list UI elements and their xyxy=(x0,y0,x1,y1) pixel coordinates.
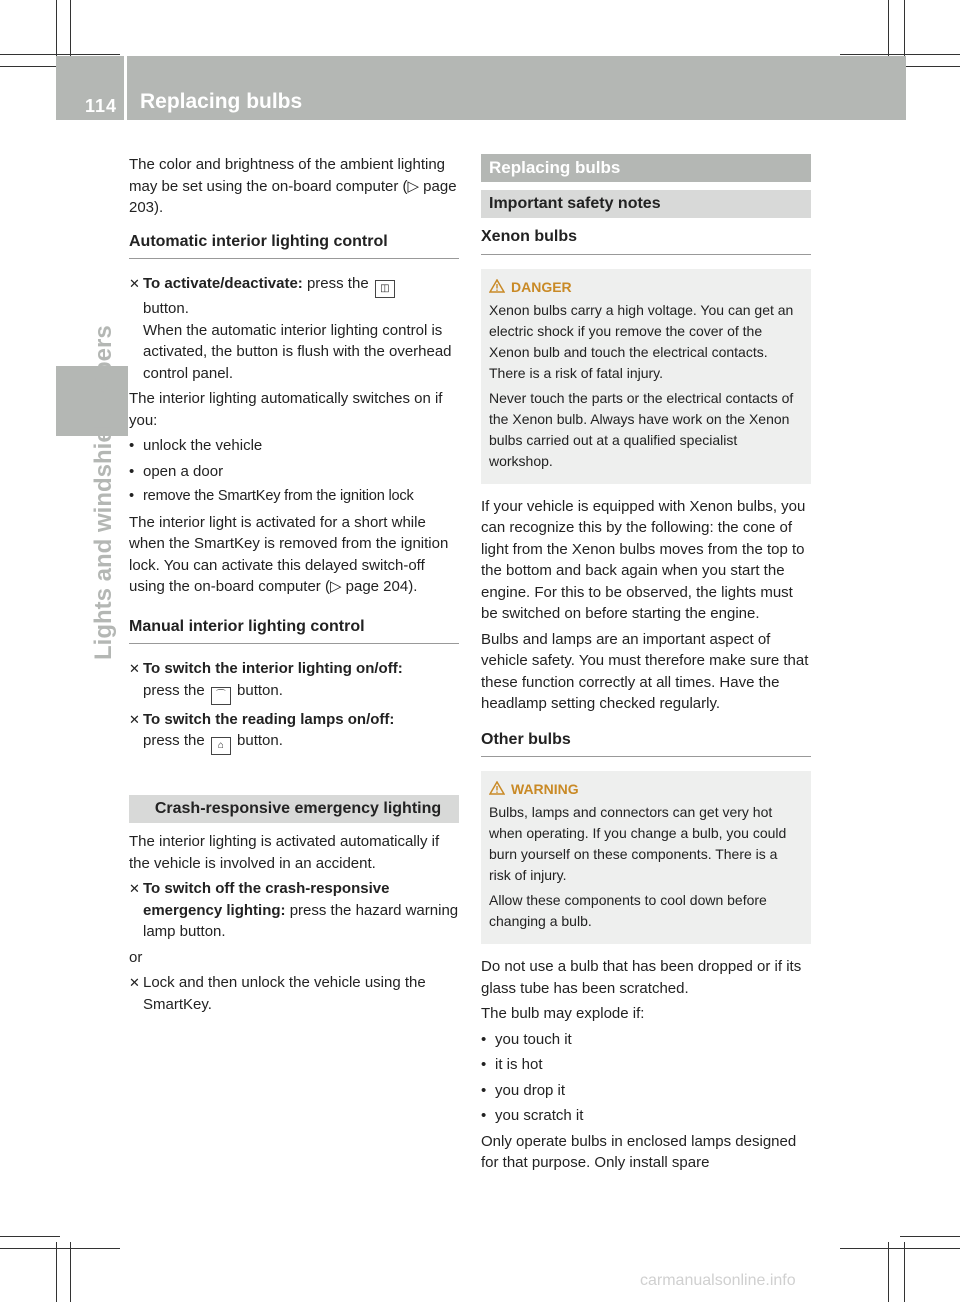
step-bold: To switch the reading lamps on/off: xyxy=(143,710,395,728)
warning-triangle-icon xyxy=(489,279,505,293)
list-item: • it is hot xyxy=(481,1056,543,1073)
danger-text: Xenon bulbs carry a high voltage. You can get an electric shock if you remove the cover of the Xenon bulb and touch the electrical contacts. There is a risk of fatal injury. xyxy=(489,301,794,381)
list-item: • open a door xyxy=(129,462,224,480)
list-item: • unlock the vehicle xyxy=(129,437,263,454)
other-bulbs-heading: Other bulbs xyxy=(481,729,811,758)
warning-text: Allow these components to cool down before changing a bulb. xyxy=(489,892,767,929)
list-item: • you drop it xyxy=(481,1081,566,1099)
list-item: • remove the SmartKey from the ignition lock xyxy=(129,488,414,504)
manual-step-interior: ✕ To switch the interior lighting on/off: press the ⌒ button. xyxy=(129,658,459,705)
left-column xyxy=(129,154,459,1019)
crop-mark xyxy=(840,54,960,55)
header-divider xyxy=(124,56,127,120)
reading-lamp-key-icon: ⌂ xyxy=(211,737,231,755)
crop-mark xyxy=(888,1242,889,1302)
auto-lighting-heading: Automatic interior lighting control xyxy=(129,231,459,260)
crop-mark xyxy=(0,1236,60,1237)
other-text: Do not use a bulb that has been dropped or if its glass tube has been scratched. xyxy=(481,958,802,997)
crop-mark xyxy=(70,1242,71,1302)
step-bold: To switch off the crash-responsive emergency lighting: xyxy=(143,880,390,919)
side-tab-label: Lights and windshield wipers xyxy=(90,325,117,660)
intro-text: The color and brightness of the ambient lighting may be set using the on-board computer (▷ page 203). xyxy=(129,156,457,216)
xenon-text: If your vehicle is equipped with Xenon bulbs, you can recognize this by the following: the cone of light from the Xenon bulbs moves from the top to the bottom and back again when you start the engine. For this to be observed, the lights must be switched on before starting the engine. xyxy=(481,497,806,622)
step-bold: To switch the interior lighting on/off: xyxy=(143,660,403,677)
crop-mark xyxy=(888,0,889,60)
manual-step-reading: ✕ To switch the reading lamps on/off: press the ⌂ button. xyxy=(129,709,459,756)
xenon-text: Bulbs and lamps are an important aspect of vehicle safety. You must therefore make sure that these function correctly at all times. Have the headlamp setting checked regularly. xyxy=(481,630,809,712)
crop-mark xyxy=(56,0,57,60)
warning-notice xyxy=(481,771,811,944)
warning-text: Bulbs, lamps and connectors can get very hot when operating. If you change a bulb, you could burn yourself on these components. There is a risk of injury. xyxy=(489,804,787,883)
auto-light-key-icon: ◫ xyxy=(375,280,395,298)
crash-step: ✕ To switch off the crash-responsive emergency lighting: press the hazard warning lamp button. xyxy=(129,880,459,940)
crop-mark xyxy=(56,1242,57,1302)
warning-label: WARNING xyxy=(489,779,803,800)
crop-mark xyxy=(0,54,120,55)
step-arrow-icon: ✕ xyxy=(129,711,140,727)
crop-mark xyxy=(900,66,960,67)
step-arrow-icon: ✕ xyxy=(129,661,140,676)
or-text: or xyxy=(129,948,143,966)
other-text: Only operate bulbs in enclosed lamps designed for that purpose. Only install spare xyxy=(481,1132,797,1171)
auto-delay-text: The interior light is activated for a short while when the SmartKey is removed from the ignition lock. You can activate this delayed switch-off using the on-board computer (▷ page 204). xyxy=(129,513,449,595)
crop-mark xyxy=(904,0,905,60)
list-item: • you scratch it xyxy=(481,1107,584,1124)
danger-notice xyxy=(481,269,811,484)
danger-label: DANGER xyxy=(489,277,803,298)
step-text: button. xyxy=(143,300,189,317)
step-arrow-icon: ✕ xyxy=(129,881,140,896)
list-item: • you touch it xyxy=(481,1030,572,1048)
crop-mark xyxy=(0,66,60,67)
other-text: The bulb may explode if: xyxy=(481,1005,645,1022)
step-text: press the xyxy=(302,275,373,292)
crop-mark xyxy=(840,1248,960,1249)
section-band: Replacing bulbs xyxy=(481,154,811,182)
right-column xyxy=(481,154,811,1178)
page-title: Replacing bulbs xyxy=(140,90,303,113)
safety-heading: Important safety notes xyxy=(481,190,811,218)
crash-step-alt: ✕ Lock and then unlock the vehicle using the SmartKey. xyxy=(129,974,426,1013)
interior-light-key-icon: ⌒ xyxy=(211,687,231,705)
xenon-heading: Xenon bulbs xyxy=(481,226,811,255)
step-bold: To activate/deactivate: xyxy=(143,275,303,292)
watermark: carmanualsonline.info xyxy=(640,1272,796,1289)
step-arrow-icon: ✕ xyxy=(129,276,140,291)
crash-text: The interior lighting is activated automatically if the vehicle is involved in an accident. xyxy=(129,833,440,872)
crop-mark xyxy=(70,0,71,60)
crash-heading: Crash-responsive emergency lighting xyxy=(129,795,459,823)
warning-triangle-icon xyxy=(489,781,505,795)
crop-mark xyxy=(900,1236,960,1237)
manual-lighting-heading: Manual interior lighting control xyxy=(129,616,459,645)
crop-mark xyxy=(0,1248,120,1249)
crop-mark xyxy=(904,1242,905,1302)
auto-switch-text: The interior lighting automatically switches on if you: xyxy=(129,390,443,429)
step-result: When the automatic interior lighting control is activated, the button is flush with the overhead control panel. xyxy=(143,321,452,382)
danger-text: Never touch the parts or the electrical contacts of the Xenon bulb. Always have work on the Xenon bulbs carried out at a qualified specialist workshop. xyxy=(489,389,794,469)
auto-step xyxy=(129,273,459,384)
step-arrow-icon: ✕ xyxy=(129,975,140,990)
page-number: 114 xyxy=(85,96,118,116)
